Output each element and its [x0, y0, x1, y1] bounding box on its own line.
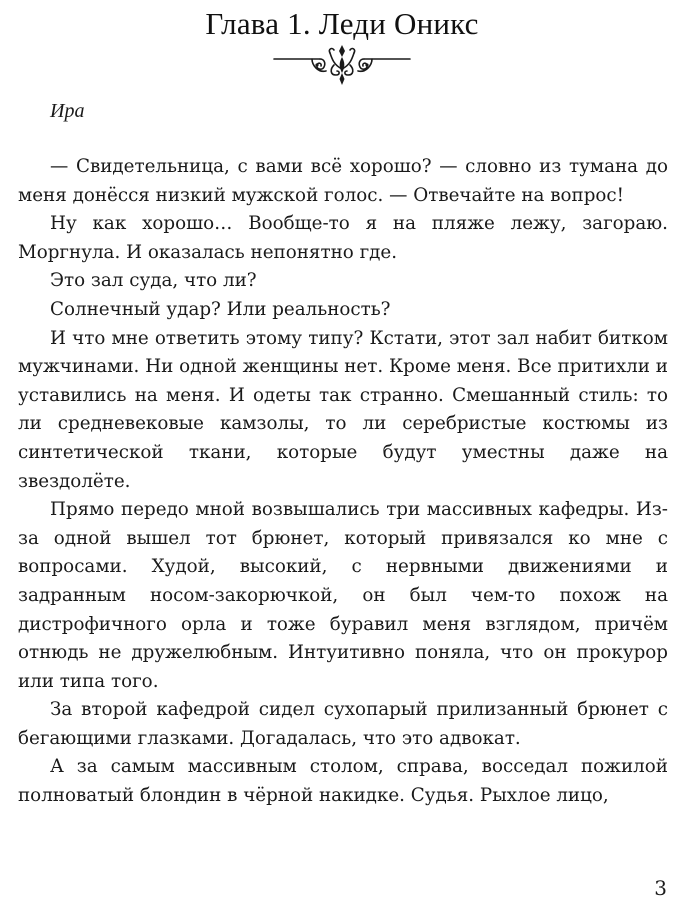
narrator-name: Ира	[50, 100, 85, 122]
paragraph: Солнечный удар? Или реальность?	[50, 298, 391, 320]
chapter-title: Глава 1. Леди Оникс	[205, 6, 479, 41]
paragraph: И что мне ответить этому типу? Кстати, этот зал набит битком мужчинами. Ни одной женщины нет. Кроме меня. Все притихли и уставились на меня. И одеты так странно. Смешанный стиль: то ли средневековые камзолы, то ли серебристые костюмы из синтетической ткани, которые будут уместны даже на звездолёте.	[18, 327, 668, 492]
paragraph: Это зал суда, что ли?	[50, 270, 257, 292]
paragraph: Ну как хорошо… Вообще-то я на пляже лежу, загораю. Моргнула. И оказалась непонятно где.	[18, 213, 668, 263]
paragraph: А за самым массивным столом, справа, восседал пожилой полноватый блондин в чёрной накидке. Судья. Рыхлое лицо,	[18, 756, 668, 807]
paragraph: — Свидетельница, с вами всё хорошо? — словно из тумана до меня донёсся низкий мужской голос. — Отвечайте на вопрос!	[18, 156, 668, 206]
paragraph: Прямо передо мной возвышались три массивных кафедры. Из-за одной вышел тот брюнет, который привязался ко мне с вопросами. Худой, высокий, с нервными движениями и задранным носом-закорючкой, он был чем-то похож на дистрофичного орла и тоже буравил меня взглядом, причём отнюдь не дружелюбным. Интуитивно поняла, что он прокурор или типа того.	[18, 499, 668, 692]
chapter-body	[18, 153, 668, 811]
paragraph: За второй кафедрой сидел сухопарый прилизанный брюнет с бегающими глазками. Догадалась, что это адвокат.	[18, 699, 668, 749]
decorative-flourish-icon	[272, 43, 412, 87]
page-number: 3	[654, 876, 667, 900]
